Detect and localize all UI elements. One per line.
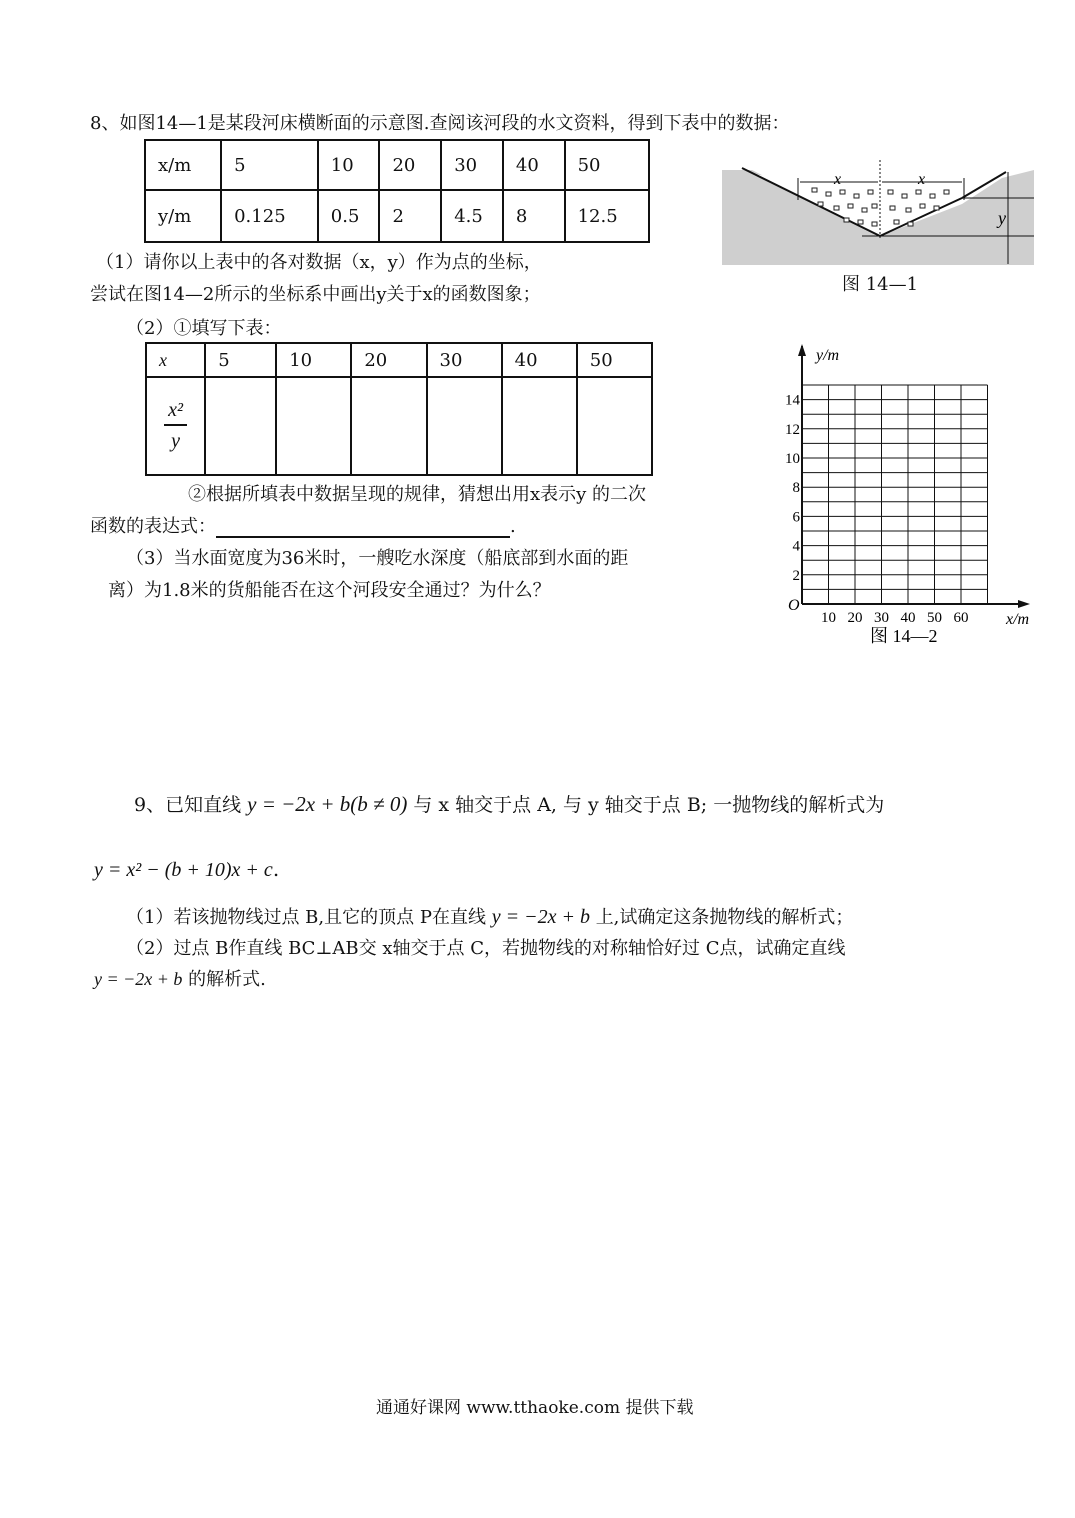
origin-label: O xyxy=(788,597,800,614)
table-cell: x/m xyxy=(145,140,221,190)
fraction-cell xyxy=(146,377,205,475)
blank-cell[interactable] xyxy=(427,377,502,475)
q9-part1: （1）若该抛物线过点 B,且它的顶点 P在直线 y = −2x + b 上,试确定这条抛物线的解析式； xyxy=(126,906,854,928)
q8-part2-sub-line2: 函数的表达式： . xyxy=(90,516,516,537)
table-cell: 2 xyxy=(379,190,441,242)
q8-part2-sub-line1: ②根据所填表中数据呈现的规律，猜想出用x表示y 的二次 xyxy=(188,484,647,505)
table-cell: y/m xyxy=(145,190,221,242)
table-cell: 8 xyxy=(503,190,565,242)
table-cell: 20 xyxy=(351,343,426,377)
river-cross-section-figure xyxy=(722,160,1036,266)
figure-14-1-caption: 图 14—1 xyxy=(842,274,919,295)
parabola-equation: y = x² − (b + 10)x + c xyxy=(94,859,273,881)
x-squared-over-y: $\frac{\text{x²}}{y}$ xyxy=(164,399,187,453)
coordinate-grid-figure xyxy=(780,340,1040,650)
table-cell: 40 xyxy=(502,343,577,377)
blank-cell[interactable] xyxy=(502,377,577,475)
x-label-left: x xyxy=(834,171,842,188)
blank-cell[interactable] xyxy=(351,377,426,475)
y-label: y xyxy=(998,208,1006,228)
table-cell: 0.125 xyxy=(221,190,318,242)
q9-line1: 9、已知直线 y = −2x + b(b ≠ 0) 与 x 轴交于点 A, 与 y 轴交于点 B; 一抛物线的解析式为 xyxy=(134,792,885,816)
table-cell: 5 xyxy=(221,140,318,190)
q8-part3-line1: （3）当水面宽度为36米时，一艘吃水深度（船底部到水面的距 xyxy=(126,548,629,569)
q9-part2-line2: y = −2x + b 的解析式. xyxy=(94,969,266,990)
fill-in-table xyxy=(145,342,653,476)
table-cell: 40 xyxy=(503,140,565,190)
q8-part1-line2: 尝试在图14—2所示的坐标系中画出y关于x的函数图象； xyxy=(90,284,541,305)
table-cell: 0.5 xyxy=(318,190,380,242)
table-cell: x xyxy=(146,343,205,377)
table-cell: 5 xyxy=(205,343,276,377)
table-cell: 30 xyxy=(441,140,503,190)
figure-14-2-caption: 图 14—2 xyxy=(870,626,938,646)
y-tick-label: 8 xyxy=(792,480,800,497)
y-tick-label: 14 xyxy=(785,392,800,409)
y-axis-label: y/m xyxy=(816,347,840,364)
q9-line2: y = x² − (b + 10)x + c. xyxy=(94,857,280,881)
y-tick-label: 2 xyxy=(792,567,800,584)
table-cell: 20 xyxy=(379,140,441,190)
data-table-1 xyxy=(144,139,650,243)
x-tick-label: 50 xyxy=(927,610,942,626)
answer-blank[interactable] xyxy=(216,518,510,538)
x-tick-label: 60 xyxy=(953,610,969,626)
table-cell: 10 xyxy=(276,343,351,377)
line-equation: y = −2x + b(b ≠ 0) xyxy=(247,792,408,816)
table-cell: 4.5 xyxy=(441,190,503,242)
x-axis-label: x/m xyxy=(1006,611,1030,628)
x-tick-label: 10 xyxy=(821,610,836,626)
y-tick-label: 12 xyxy=(785,421,800,438)
q8-intro: 8、如图14—1是某段河床横断面的示意图.查阅该河段的水文资料，得到下表中的数据： xyxy=(90,113,790,134)
q8-part3-line2: 离）为1.8米的货船能否在这个河段安全通过？为什么？ xyxy=(108,580,551,601)
q8-part2-title: （2）①填写下表： xyxy=(126,318,282,339)
y-tick-label: 6 xyxy=(792,509,800,526)
blank-cell[interactable] xyxy=(276,377,351,475)
x-tick-label: 40 xyxy=(900,610,916,626)
table-cell: 10 xyxy=(318,140,380,190)
q9-part2-line1: （2）过点 B作直线 BC⊥AB交 x轴交于点 C，若抛物线的对称轴恰好过 C点，试确定直线 xyxy=(126,938,846,959)
x-tick-label: 30 xyxy=(874,610,889,626)
x-label-right: x xyxy=(918,171,926,188)
table-cell: 12.5 xyxy=(565,190,649,242)
y-tick-label: 10 xyxy=(785,451,800,467)
table-cell: 30 xyxy=(427,343,502,377)
blank-cell[interactable] xyxy=(205,377,276,475)
table-cell: 50 xyxy=(577,343,652,377)
y-tick-label: 4 xyxy=(792,538,800,555)
footer-text: 通通好课网 www.tthaoke.com 提供下载 xyxy=(376,1398,694,1418)
q8-part1-line1: （1）请你以上表中的各对数据（x，y）作为点的坐标， xyxy=(96,252,542,273)
x-tick-label: 20 xyxy=(847,610,863,626)
blank-cell[interactable] xyxy=(577,377,652,475)
table-cell: 50 xyxy=(565,140,649,190)
